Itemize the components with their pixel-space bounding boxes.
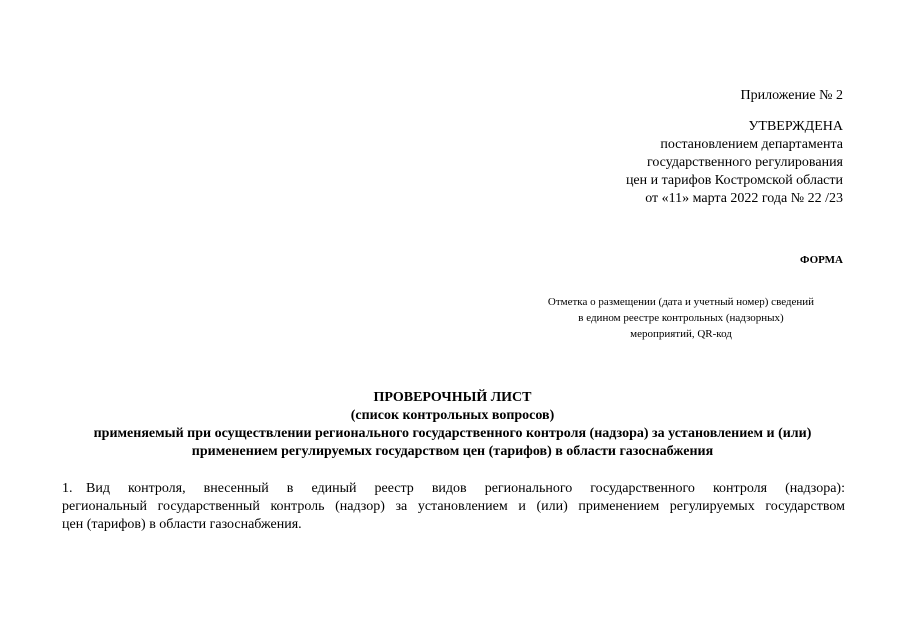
- appendix-number: Приложение № 2: [740, 88, 843, 103]
- registry-note-line-1: Отметка о размещении (дата и учетный номер) сведений: [547, 296, 815, 308]
- checklist-subtitle-3: применением регулируемых государством цен (тарифов) в области газоснабжения: [191, 444, 714, 459]
- checklist-subtitle-1: (список контрольных вопросов): [350, 408, 555, 423]
- approval-line-4: от «11» марта 2022 года № 22 /23: [645, 191, 843, 206]
- approval-line-3: цен и тарифов Костромской области: [625, 173, 843, 188]
- item-text-line-3: цен (тарифов) в области газоснабжения.: [62, 517, 302, 532]
- approval-line-2: государственного регулирования: [646, 155, 843, 170]
- checklist-title: ПРОВЕРОЧНЫЙ ЛИСТ: [373, 390, 532, 405]
- item-text-line-2: региональный государственный контроль (надзор) за установлением и (или) применением регулируемых государством: [62, 499, 845, 514]
- checklist-subtitle-2: применяемый при осуществлении регионального государственного контроля (надзора) за установлением и (или): [93, 426, 812, 441]
- item-number: 1.: [62, 481, 73, 496]
- item-text-line-1: Вид контроля, внесенный в единый реестр видов регионального государственного контроля (надзора):: [86, 481, 845, 496]
- registry-note-line-3: мероприятий, QR-код: [630, 328, 732, 340]
- registry-note-line-2: в едином реестре контрольных (надзорных): [578, 312, 784, 324]
- approval-line-1: постановлением департамента: [660, 137, 843, 152]
- approved-label: УТВЕРЖДЕНА: [748, 119, 843, 134]
- form-label: ФОРМА: [800, 254, 843, 266]
